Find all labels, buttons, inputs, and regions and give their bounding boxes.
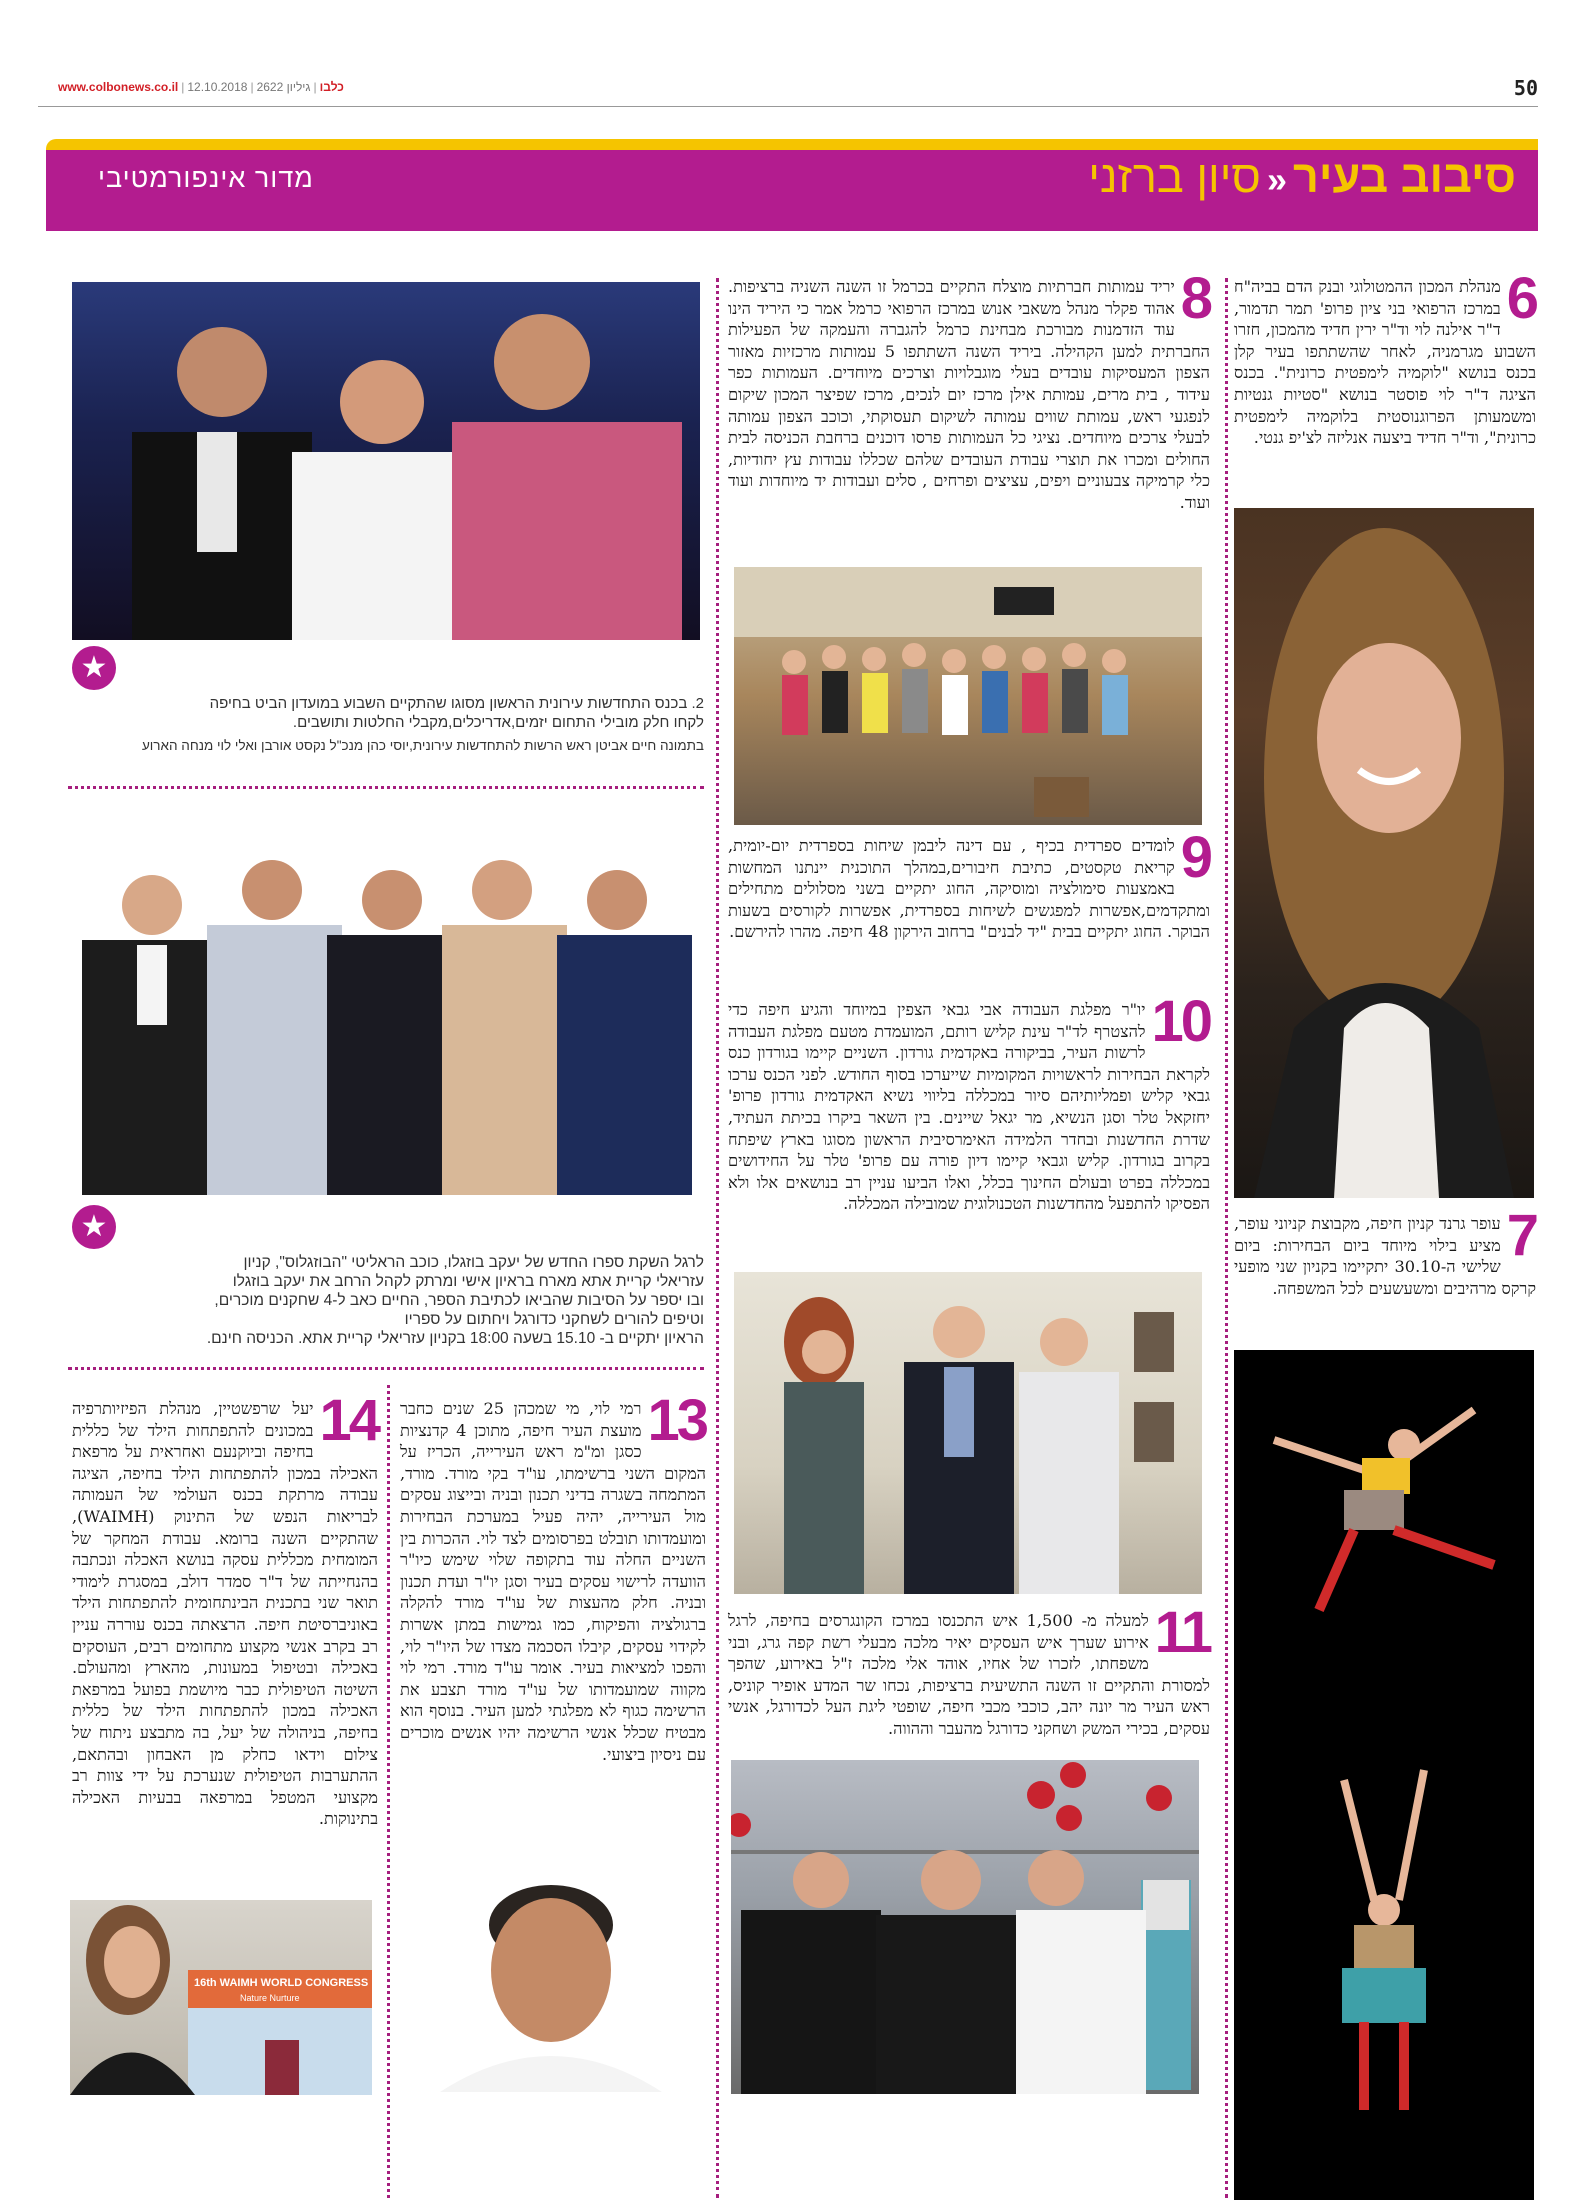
group-illustration: [734, 567, 1202, 825]
caption-line: 2. בכנס התחדשות עירונית הראשון מסוגו שהתקיים השבוע במועדון הביט בחיפה: [209, 695, 704, 712]
portrait-illustration: [1234, 508, 1534, 1198]
visit-illustration: [734, 1272, 1202, 1594]
column-name: סיבוב בעיר: [1292, 151, 1516, 202]
caption-urban-renewal: [68, 694, 704, 755]
article-body: יו"ר מפלגת העבודה אבי גבאי הצפין במיוחד והגיע חיפה כדי להצטרף לד"ר עינת קליש רותם, המועמדת מטעם מפלגת העבודה לרשות העיר, בביקורה באקדמית גורדון. השניים קיימו בגורדון כנס לקראת הבחירות לראשויות המקומיות שייערכו בסוף החודש. לפני הכנס ערכו גבאי קליש ופמליותיהם סיור במכללה בליווי נשיא האקדמית גורדון פרופ' יחזקאל טלר וסגן הנשיא, מר יגאל שיינים. בין השאר ביקרו בכיתת העתיד, שדרת החדשנות ובחדר הלמידה האימרסיבית הראשון מסוגו בארץ שיפתח בקרוב בגורדון. קליש וגבאי קיימו דיון פורה עם פרופ' טלר על החידושים במכללה בפרט ובעולם החינוך בכלל, ואלו הביעו עניין רב בנושאים אלו ולא הפסיקו להתפעל מהחדשנות הטכנולוגית שמובילה המכללה.: [728, 1000, 1210, 1214]
section-banner: [46, 139, 1538, 231]
author-name: סיון ברזני: [1088, 151, 1261, 202]
memorial-illustration: [731, 1760, 1199, 2094]
photo-charity-fair-group: [734, 567, 1202, 825]
caption-line: ובו יספר על הסיבות שהביאו לכתיבת הספר, החיים כאב ל-4 שחקנים מוכרים,: [214, 1292, 704, 1309]
caption-line: לרגל השקת ספרו החדש של יעקב בוזגלו, כוכב הראליטי "הבוזגלוס", קניון: [243, 1254, 704, 1271]
article-number: 6: [1506, 266, 1536, 331]
article-7: [1234, 1203, 1536, 1299]
photo-memorial-event: [731, 1760, 1199, 2094]
article-6: [1234, 266, 1536, 449]
header-divider: [38, 106, 1538, 107]
article-body: למעלה מ- 1,500 איש התכנסו במרכז הקונגרסים בחיפה, לרגל אירוע שערך איש העסקים יאיר מלכה מבעלי רשת קפה גרג, ובני משפחתו, לזכרו של אחיו, אוהד אלי מלכה ז"ל באירוע, שהפך למסורת והתקיים זו השנה התשיעית ברציפות, נכחו שר המדע אופיר קוניס, ראש העיר מר יונה יהב, כוכבי מכבי חיפה, שופטי ליגת העל לכדורגל, אנשי עסקים, בכירי המשק ושחקני כדורגל מהעבר וההווה.: [728, 1611, 1210, 1738]
family-illustration: [72, 820, 700, 1195]
article-11: [728, 1600, 1210, 1740]
portrait-man-illustration: [400, 1870, 702, 2092]
congress-banner-subtitle: Nature Nurture: [240, 1993, 300, 2003]
caption-line: לקחו חלק מובילי התחום יזמים,אדריכלים,מקבלי החלטות ותושבים.: [292, 714, 704, 731]
row-divider-left-2: [68, 1367, 704, 1370]
chevron-double-icon: «: [1266, 159, 1287, 200]
photo-woman-portrait: [1234, 508, 1534, 1198]
caption-book-launch: [68, 1253, 704, 1348]
caption-line: וטיפים להורים לשחקני כדורגל ויחתום על ספריו: [404, 1311, 704, 1328]
issue-date: 12.10.2018: [187, 80, 248, 94]
article-body: עופר גרנד קניון חיפה, מקבוצת קניוני עופר, מציע בילוי מיוחד ביום הבחירות: ביום שלישי ה-30.10 יתקיימו בקניון שני מופעי קרקס מרהיבים ומשעשעים לכל המשפחה.: [1234, 1214, 1536, 1298]
caption-line: עזריאלי קריית אתא מארח בראיון אישי ומרתק לקהל הרחב את יעקב בוזגלו: [232, 1273, 704, 1290]
photo-urban-renewal-conference: [72, 282, 700, 640]
photo-circus-performers: [1234, 1350, 1534, 2200]
column-divider-mid: [716, 278, 719, 2198]
star-badge-icon: ★: [72, 1205, 116, 1249]
article-body: רמי לוי, מי שמכהן 25 שנים כחבר מועצת העיר חיפה, מתוכן 4 קדנציות כסגן ומ"מ ראש העירייה, הכריז על המקום השני ברשימתו, עו"ד בקי מורד. מורד, המתמחה בשגרה בדיני תכנון ובניה ובייצוג עסקים מול העירייה, יהיה פעיל במערכת הבחירות ומועמדותו תובלט בפרסומים לצד לוי. ההכרות בין השניים החלה עוד בתקופה שלוי שימש כיו"ר הוועדה לרישוי עסקים בעיר וסגן יו"ר ועדת תכנון ובניה. חלק מהעצות של עו"ד מורד להקלה ברגולציה והפיקוח, כמו גמישות במתן אשרות לקידוי עסקים, קיבלו הסכמה מצדו של היו"ר לוי, והפכו למציאות בעיר. אומר עו"ד מורד. רמי לוי מקווה שמועמדותו של עו"ד מורד תצבע את הרשימה כגוף לא מפלגתי למען העיר. בנוסף הוא מבטיח שכלל אנשי הרשימה יהיו אנשים מוכרים עם ניסיון ביצועי.: [400, 1399, 706, 1764]
article-body: יריד עמותות חברתיות מוצלח התקיים בכרמל זו השנה השניה ברציפות. אהוד פקלר מנהל משאבי אנוש במרכז הרפואי כרמל אמר כי היריד הינו עוד הזדמנות מבורכת מבחינת כרמל להגברה והעמקה של הפעילות החברתית למען הקהילה. ביריד השנה השתתפו 5 עמותות מרכזיות מאזור הצפון המעסיקות עובדים בעלי מוגבלויות וצרכים מיוחדים. העמותות כפר עידוד , בית מרים, עמותת אילן מרכז יום לנכים, מרכז שפיצר המכון שיקום לנפגעי ראש, עמותת שווים עמותה לשיקום תעסוקתי, וכוכב הצפון עמותה לבעלי צרכים מיוחדים. נציגי כל העמותות פרסו דוכנים ברחבת הכניסה לבית החולים ומכרו את תוצרי עבודת העובדים שלהם שכללו עבודות עץ יחודיות, כלי קרמיקה צבעוניים ויפים, עציצים ופרחים , סלים ועבודות יד מיוחדות ועוד ועוד.: [728, 277, 1210, 512]
caption-line: בתמונה חיים אביטן ראש הרשות להתחדשות עירונית,יוסי כהן מנכ"ל נקסט אורבן ואלי לוי מנחה הארוע: [141, 738, 704, 753]
article-8: [728, 266, 1210, 514]
banner-accent-stripe: [46, 139, 1538, 150]
page-number: 50: [1513, 76, 1538, 100]
article-number: 8: [1180, 266, 1210, 331]
column-divider-bottom-left: [387, 1385, 390, 2198]
photo-waimh-congress: [70, 1900, 372, 2095]
article-10: [728, 989, 1210, 1215]
article-number: 14: [319, 1388, 378, 1453]
photo-buzaglo-family: [72, 820, 700, 1195]
article-number: 9: [1180, 825, 1210, 890]
column-divider-right: [1225, 278, 1228, 2198]
circus-illustration: [1234, 1350, 1534, 2200]
article-13: [400, 1388, 706, 1765]
caption-line: הראיון יתקיים ב- 15.10 בשעה 18:00 בקניון עזריאלי קריית אתא. הכניסה חינם.: [206, 1330, 704, 1347]
article-body: מנהלת המכון ההמטולוגי ובנק הדם בביה"ח במרכז הרפואי בני ציון פרופ' תמר תדמור, ד"ר אילנה לוי וד"ר ירין חדיד מהמכון, חזרו השבוע מגרמניה, לאחר שהשתתפו בעיר קלן בכנס בנושא "לוקמיה לימפטית כרונית". בכנס הציגה ד"ר לוי פוסטר בנושא "סטיות גנטיות ומשמעותן הפרוגנוסטית בלוקמיה לימפטית כרונית", וד"ר חדיד ביצעה אנליזה לצ'יפ גנטי.: [1234, 277, 1536, 448]
page-header: [58, 78, 1538, 104]
site-url[interactable]: www.colbonews.co.il: [58, 80, 179, 94]
photo-becky-morad: [400, 1870, 702, 2092]
article-9: [728, 825, 1210, 943]
row-divider-left-1: [68, 786, 704, 789]
photo-gordon-visit: [734, 1272, 1202, 1594]
column-title: [1088, 151, 1516, 203]
congress-illustration: [70, 1900, 372, 2095]
article-number: 7: [1506, 1203, 1536, 1268]
conference-illustration: [72, 282, 700, 640]
star-badge-icon: ★: [72, 646, 116, 690]
article-body: יעל שרפשטיין, מנהלת הפיזיותרפיה במכונים להתפתחות הילד של כללית בחיפה וביוקנעם ואחראית על מרפאת האכילה במכון להתפתחות הילד בחיפה, הציגה עבודה מרתקת בכנס העולמי של העמותה לבריאות הנפש של התינוק (WAIMH), שהתקיים השנה ברומא. עבודת המחקר של המומחית מכללית עסקה בנושא האכלה ונכתבה בהנחייתה של ד"ר סמדר דולב, במסגרת לימודי תואר שני בתכנית הבינתחומית להתפתחות הילד באוניברסיטת חיפה. הרצאתה בכנס עוררה עניין רב בקרב אנשי מקצוע מתחומים רבים, העוסקים באכילה ובטיפול במעונות, מהארץ ומהעולם. השיטה הטיפולית כבר מיושמת בפועל במרפאת האכילה במכון להתפתחות הילד של כללית בחיפה, בניהולה של יעל, בה מתבצע ניתוח של צילום וידאו כחלק מן האבחון ובהתאם, ההתערבות הטיפולית שנערכת על ידי צוות רב מקצועי המטפל במרפאה בבעיות האכילה בתינוקות.: [72, 1399, 378, 1829]
article-number: 13: [647, 1388, 706, 1453]
congress-banner-title: 16th WAIMH WORLD CONGRESS: [194, 1977, 369, 1989]
section-label: מדור אינפורמטיבי: [98, 163, 314, 193]
article-body: לומדים ספרדית בכיף , עם דינה ליבמן שיחות בספרדית יום-יומית, קריאת טקסטים, כתיבת חיבורים,במהלך התוכנית יינתנו המחשות באמצעות סימולציה ומוסיקה, החוג יתקיים בשני מסלולים מתחילים ומתקדמים,אפשרות למפגשים לשיחות בספרדית, אפשרות לקורסים בשעות הבוקר. החוג יתקיים בבית "יד לבנים" ברחוב הירקון 48 חיפה. מהרו להירשם.: [728, 836, 1210, 942]
publication-meta: www.colbonews.co.il | כלבו|גיליון 2622|12.10.2018: [58, 80, 344, 94]
issue-number: גיליון 2622: [256, 80, 311, 94]
article-number: 10: [1151, 989, 1210, 1054]
article-14: [72, 1388, 378, 1830]
article-number: 11: [1154, 1600, 1210, 1665]
publication-name: כלבו: [319, 80, 344, 94]
